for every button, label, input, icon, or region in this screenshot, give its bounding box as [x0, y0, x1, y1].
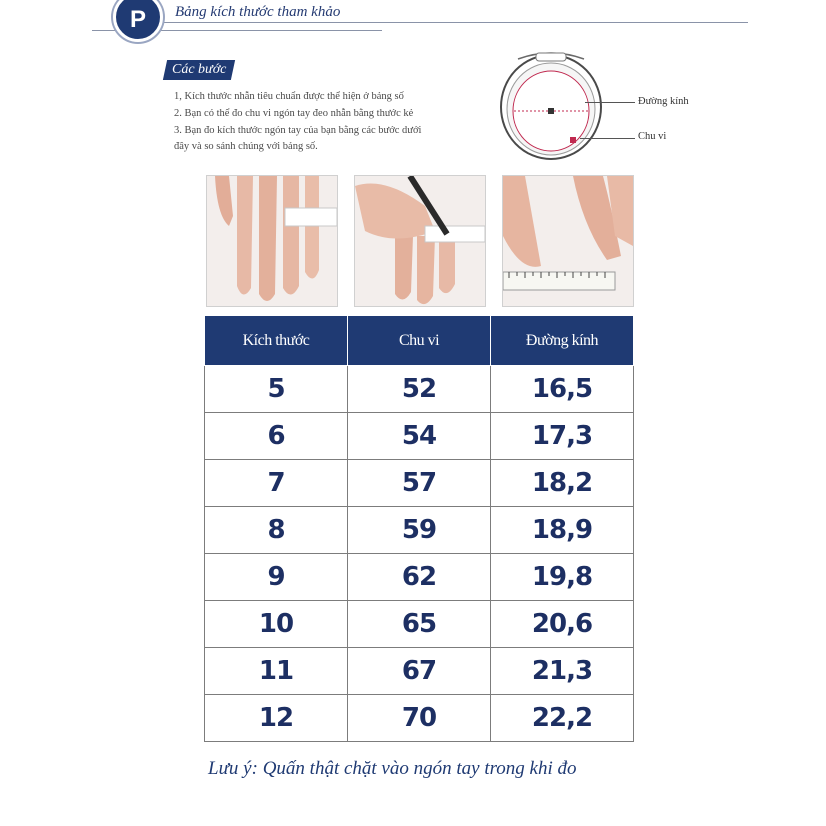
step-line-4: đây và so sánh chúng với bảng số.	[174, 141, 318, 152]
table-row	[205, 648, 634, 695]
finger-wrap-paper-icon	[207, 176, 337, 306]
size-cell: 8	[205, 507, 348, 554]
circumference-cell: 62	[348, 554, 491, 601]
step-line-3: 3. Bạn đo kích thước ngón tay của bạn bằng các bước dưới	[174, 125, 422, 136]
steps-badge-label: Các bước	[172, 62, 227, 77]
ring-diagram	[498, 45, 608, 165]
table-row	[205, 507, 634, 554]
diameter-cell: 20,6	[491, 601, 634, 648]
measure-ruler-icon	[503, 176, 633, 306]
diameter-cell: 17,3	[491, 413, 634, 460]
photo-measure-ruler	[502, 175, 634, 307]
circumference-cell: 59	[348, 507, 491, 554]
size-cell: 9	[205, 554, 348, 601]
photo-wrap-paper	[206, 175, 338, 307]
circumference-label: Chu vi	[638, 131, 667, 142]
measurement-note: Lưu ý: Quấn thật chặt vào ngón tay trong khi đo	[208, 758, 577, 779]
circumference-cell: 70	[348, 695, 491, 742]
diameter-leader-line	[585, 102, 635, 103]
ring-size-table	[204, 315, 634, 742]
circumference-leader-line	[580, 138, 635, 139]
table-row	[205, 366, 634, 413]
logo-letter: P	[129, 6, 146, 33]
size-cell: 10	[205, 601, 348, 648]
size-cell: 12	[205, 695, 348, 742]
table-row	[205, 601, 634, 648]
brand-logo	[113, 0, 163, 42]
diameter-cell: 22,2	[491, 695, 634, 742]
circumference-cell: 67	[348, 648, 491, 695]
table-row	[205, 554, 634, 601]
column-header-diameter: Đường kính	[491, 316, 634, 366]
table-row	[205, 460, 634, 507]
size-cell: 7	[205, 460, 348, 507]
table-header-row	[205, 316, 634, 366]
size-cell: 11	[205, 648, 348, 695]
table-row	[205, 695, 634, 742]
circumference-cell: 54	[348, 413, 491, 460]
column-header-circumference: Chu vi	[348, 316, 491, 366]
circumference-cell: 52	[348, 366, 491, 413]
diameter-cell: 21,3	[491, 648, 634, 695]
page-title: Bảng kích thước tham khảo	[175, 4, 341, 20]
steps-badge	[163, 60, 236, 80]
step-line-1: 1, Kích thước nhẫn tiêu chuẩn được thể hiện ở bảng số	[174, 91, 404, 102]
circumference-cell: 57	[348, 460, 491, 507]
diameter-cell: 18,9	[491, 507, 634, 554]
step-line-2: 2. Bạn có thể đo chu vi ngón tay đeo nhẫn bằng thước kẻ	[174, 108, 414, 119]
diameter-cell: 18,2	[491, 460, 634, 507]
diameter-cell: 16,5	[491, 366, 634, 413]
mark-with-pen-icon	[355, 176, 485, 306]
size-cell: 6	[205, 413, 348, 460]
size-cell: 5	[205, 366, 348, 413]
diameter-cell: 19,8	[491, 554, 634, 601]
header-divider-top	[158, 22, 748, 23]
photo-mark-pen	[354, 175, 486, 307]
table-row	[205, 413, 634, 460]
circumference-cell: 65	[348, 601, 491, 648]
diameter-label: Đường kính	[638, 96, 689, 107]
column-header-size: Kích thước	[205, 316, 348, 366]
